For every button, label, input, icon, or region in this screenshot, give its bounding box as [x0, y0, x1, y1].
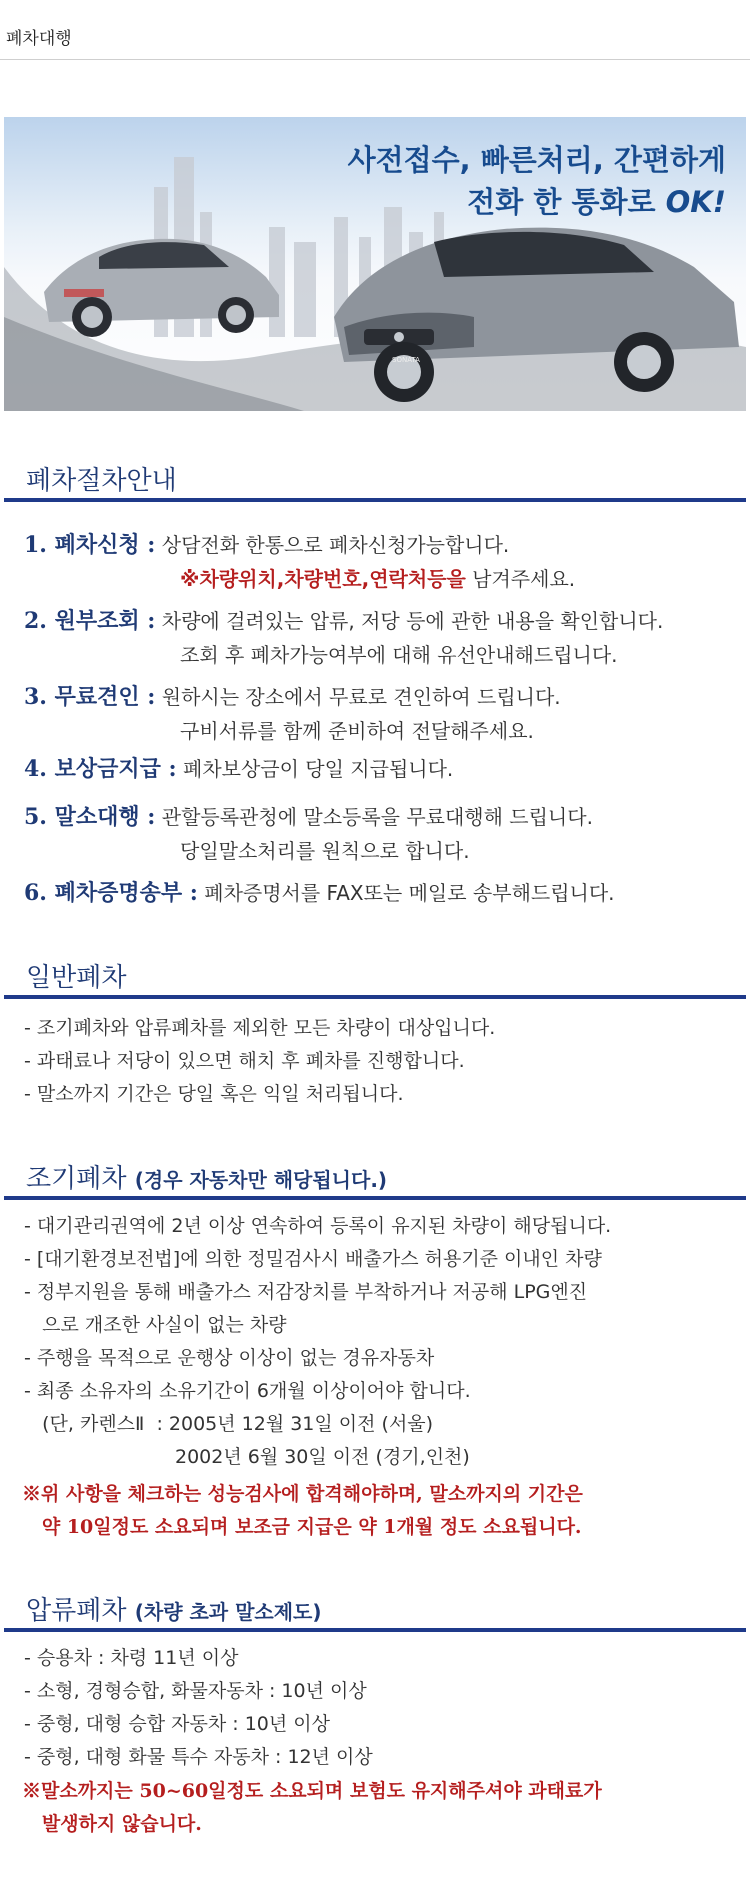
step-text-line-2: 당일말소처리를 원칙으로 합니다.: [180, 839, 470, 863]
banner-line-2-prefix: 전화 한 통화로: [467, 185, 666, 219]
step-highlight: ※차량위치,차량번호,연락처등을: [180, 567, 466, 591]
list-item: - 정부지원을 통해 배출가스 저감장치를 부착하거나 저공해 LPG엔진: [24, 1281, 588, 1303]
step-number: 4. 보상금지급 :: [24, 756, 177, 782]
step-text-line-2: 구비서류를 함께 준비하여 전달해주세요.: [180, 719, 534, 743]
section-title-process: 폐차절차안내: [26, 466, 177, 496]
step-4: [24, 752, 453, 786]
seizure-list: [24, 1642, 373, 1774]
list-item: - 최종 소유자의 소유기간이 6개월 이상이어야 합니다.: [24, 1380, 471, 1402]
car-plate: SONATA: [392, 356, 420, 364]
list-item: - [대기환경보전법]에 의한 정밀검사시 배출가스 허용기준 이내인 차량: [24, 1248, 602, 1270]
list-item: - 중형, 대형 승합 자동차 : 10년 이상: [24, 1713, 330, 1735]
list-item: - 중형, 대형 화물 특수 자동차 : 12년 이상: [24, 1746, 373, 1768]
step-text-line-2: 조회 후 폐차가능여부에 대해 유선안내해드립니다.: [180, 643, 618, 667]
banner-line-1: 사전접수, 빠른처리, 간편하게: [347, 143, 726, 177]
step-text: 폐차증명서를 FAX또는 메일로 송부해드립니다.: [204, 881, 615, 905]
section-subtitle: (경우 자동차만 해당됩니다.): [134, 1168, 388, 1192]
list-item: (단, 카렌스Ⅱ : 2005년 12월 31일 이전 (서울): [24, 1413, 434, 1435]
step-5: [24, 800, 593, 868]
early-note: [22, 1478, 583, 1544]
list-item: - 주행을 목적으로 운행상 이상이 없는 경유자동차: [24, 1347, 435, 1369]
note-line: 발생하지 않습니다.: [22, 1813, 202, 1835]
list-item: - 소형, 경형승합, 화물자동차 : 10년 이상: [24, 1680, 367, 1702]
step-number: 1. 폐차신청 :: [24, 532, 156, 558]
section-divider: [4, 1628, 746, 1632]
section-divider: [4, 995, 746, 999]
step-text-rest: 남겨주세요.: [465, 567, 576, 591]
section-title-early: [26, 1158, 387, 1195]
section-divider: [4, 498, 746, 502]
step-text: 관할등록관청에 말소등록을 무료대행해 드립니다.: [161, 805, 593, 829]
list-item: 으로 개조한 사실이 없는 차량: [24, 1314, 287, 1336]
list-item: 2002년 6월 30일 이전 (경기,인천): [24, 1446, 470, 1468]
list-item: - 조기폐차와 압류폐차를 제외한 모든 차량이 대상입니다.: [24, 1017, 496, 1039]
hero-banner: [4, 117, 746, 411]
step-text: 폐차보상금이 당일 지급됩니다.: [183, 757, 454, 781]
seizure-note: [22, 1775, 602, 1841]
list-item: - 대기관리권역에 2년 이상 연속하여 등록이 유지된 차량이 해당됩니다.: [24, 1215, 612, 1237]
banner-ok: OK!: [665, 185, 726, 219]
section-title-general: 일반폐차: [26, 963, 127, 993]
step-1: [24, 528, 575, 596]
step-6: [24, 876, 615, 910]
note-line: 약 10일정도 소요되며 보조금 지급은 약 1개월 정도 소요됩니다.: [22, 1516, 582, 1538]
step-text-line-2: [24, 562, 575, 596]
general-list: [24, 1012, 495, 1111]
step-2: [24, 604, 663, 672]
section-title-text: 압류폐차: [26, 1596, 127, 1626]
step-text: 원하시는 장소에서 무료로 견인하여 드립니다.: [161, 685, 561, 709]
section-title-text: 조기폐차: [26, 1164, 127, 1194]
step-3: [24, 680, 561, 748]
banner-line-2: [348, 181, 726, 223]
step-number: 2. 원부조회 :: [24, 608, 156, 634]
section-title-seizure: [26, 1590, 322, 1627]
list-item: - 말소까지 기간은 당일 혹은 익일 처리됩니다.: [24, 1083, 404, 1105]
page-title: 폐차대행: [6, 29, 72, 49]
list-item: - 승용차 : 차령 11년 이상: [24, 1647, 239, 1669]
step-number: 5. 말소대행 :: [24, 804, 156, 830]
page-header: [0, 0, 750, 60]
note-line: ※말소까지는 50~60일정도 소요되며 보험도 유지해주셔야 과태료가: [22, 1780, 602, 1802]
early-list: [24, 1210, 611, 1474]
note-line: ※위 사항을 체크하는 성능검사에 합격해야하며, 말소까지의 기간은: [22, 1483, 583, 1505]
list-item: - 과태료나 저당이 있으면 해치 후 폐차를 진행합니다.: [24, 1050, 465, 1072]
step-text: 상담전화 한통으로 폐차신청가능합니다.: [161, 533, 510, 557]
step-text: 차량에 걸려있는 압류, 저당 등에 관한 내용을 확인합니다.: [161, 609, 664, 633]
section-divider: [4, 1196, 746, 1200]
section-subtitle: (차량 초과 말소제도): [134, 1600, 322, 1624]
step-number: 6. 폐차증명송부 :: [24, 880, 198, 906]
banner-headline: [348, 139, 726, 223]
step-number: 3. 무료견인 :: [24, 684, 156, 710]
